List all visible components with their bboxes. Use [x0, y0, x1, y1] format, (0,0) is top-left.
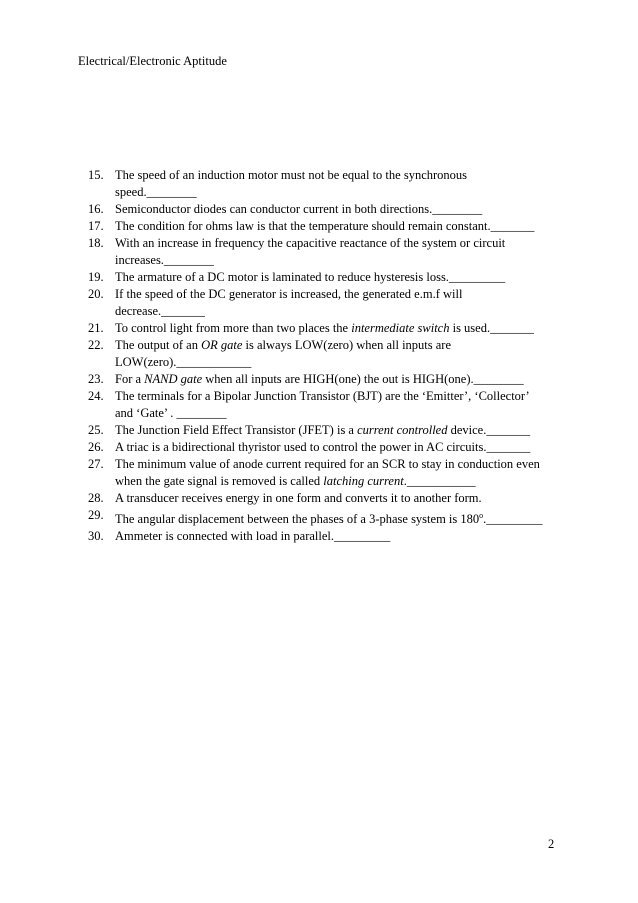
question-line: Semiconductor diodes can conductor current in both directions.________ [115, 202, 483, 216]
italic-term: latching current [323, 474, 404, 488]
question-line: decrease._______ [115, 304, 205, 318]
question-text-segment: ._________ [483, 512, 543, 527]
question-line [115, 337, 568, 354]
question-text [115, 439, 568, 456]
page-number: 2 [548, 837, 555, 851]
question-number: 22. [88, 338, 104, 352]
italic-term: intermediate switch [351, 321, 450, 335]
question-item [88, 422, 568, 439]
question-number: 28. [88, 491, 104, 505]
question-text-segment: The angular displacement between the phases of a 3-phase system is 180 [115, 512, 480, 527]
question-item [88, 286, 568, 320]
italic-term: OR gate [201, 338, 243, 352]
question-text [115, 320, 568, 337]
question-text [115, 422, 568, 439]
question-line: A transducer receives energy in one form and converts it to another form. [115, 491, 482, 505]
question-text [115, 490, 568, 507]
question-text-segment: To control light from more than two places the [115, 321, 352, 335]
question-text-segment: when all inputs are HIGH(one) the out is HIGH(one).________ [202, 372, 524, 386]
question-item [88, 201, 568, 218]
question-number: 30. [88, 529, 104, 544]
question-text [115, 218, 568, 235]
question-line [115, 422, 568, 439]
question-text-segment: device._______ [447, 423, 531, 437]
question-line: increases.________ [115, 253, 214, 267]
question-line: A triac is a bidirectional thyristor used to control the power in AC circuits._______ [115, 440, 531, 454]
question-number: 17. [88, 219, 104, 233]
question-line: If the speed of the DC generator is increased, the generated e.m.f will [115, 287, 463, 301]
question-text [115, 507, 568, 528]
question-text-segment: For a [115, 372, 145, 386]
question-line: The minimum value of anode current required for an SCR to stay in conduction even [115, 457, 540, 471]
question-line [115, 371, 568, 388]
question-item [88, 507, 568, 528]
question-line [115, 320, 568, 337]
page-header-title: Electrical/Electronic Aptitude [78, 54, 227, 68]
question-text [115, 269, 568, 286]
question-item [88, 269, 568, 286]
question-number: 19. [88, 270, 104, 284]
question-text [115, 167, 568, 201]
question-item [88, 320, 568, 337]
question-text [115, 286, 568, 320]
question-line: and ‘Gate’ . ________ [115, 406, 227, 420]
question-item [88, 218, 568, 235]
question-item [88, 490, 568, 507]
question-item [88, 439, 568, 456]
question-item [88, 337, 568, 371]
question-item [88, 388, 568, 422]
question-item [88, 456, 568, 490]
question-text [115, 371, 568, 388]
question-line: LOW(zero).____________ [115, 355, 252, 369]
question-number: 21. [88, 321, 104, 335]
question-text [115, 528, 568, 545]
question-text [115, 201, 568, 218]
question-line: The speed of an induction motor must not be equal to the synchronous [115, 168, 468, 182]
question-number: 20. [88, 287, 104, 301]
italic-term: current controlled [357, 423, 448, 437]
question-text [115, 388, 568, 422]
question-line: Ammeter is connected with load in parallel._________ [115, 529, 391, 544]
question-number: 29. [88, 508, 104, 522]
degree-superscript: o [479, 511, 484, 520]
question-number: 24. [88, 389, 104, 403]
question-number: 18. [88, 236, 104, 250]
question-item [88, 167, 568, 201]
question-line: The armature of a DC motor is laminated to reduce hysteresis loss._________ [115, 270, 506, 284]
question-line [115, 507, 568, 528]
question-text-segment: when the gate signal is removed is called [115, 474, 324, 488]
question-line: speed.________ [115, 185, 197, 199]
italic-term: NAND gate [144, 372, 203, 386]
question-text-segment: is always LOW(zero) when all inputs are [242, 338, 452, 352]
question-line: The condition for ohms law is that the temperature should remain constant._______ [115, 219, 535, 233]
question-number: 27. [88, 457, 104, 471]
question-item [88, 528, 568, 545]
question-number: 26. [88, 440, 104, 454]
question-list [88, 167, 568, 545]
question-number: 16. [88, 202, 104, 216]
question-line [115, 473, 568, 490]
question-item [88, 371, 568, 388]
question-number: 15. [88, 168, 104, 182]
question-number: 25. [88, 423, 104, 437]
question-text [115, 456, 568, 490]
question-text [115, 235, 568, 269]
question-text-segment: is used._______ [449, 321, 534, 335]
question-text [115, 337, 568, 371]
question-number: 23. [88, 372, 104, 386]
question-line: The terminals for a Bipolar Junction Transistor (BJT) are the ‘Emitter’, ‘Collector’ [115, 389, 530, 403]
question-item [88, 235, 568, 269]
question-text-segment: .___________ [403, 474, 476, 488]
question-text-segment: The output of an [115, 338, 202, 352]
question-text-segment: The Junction Field Effect Transistor (JFET) is a [115, 423, 358, 437]
question-line: With an increase in frequency the capacitive reactance of the system or circuit [115, 236, 506, 250]
